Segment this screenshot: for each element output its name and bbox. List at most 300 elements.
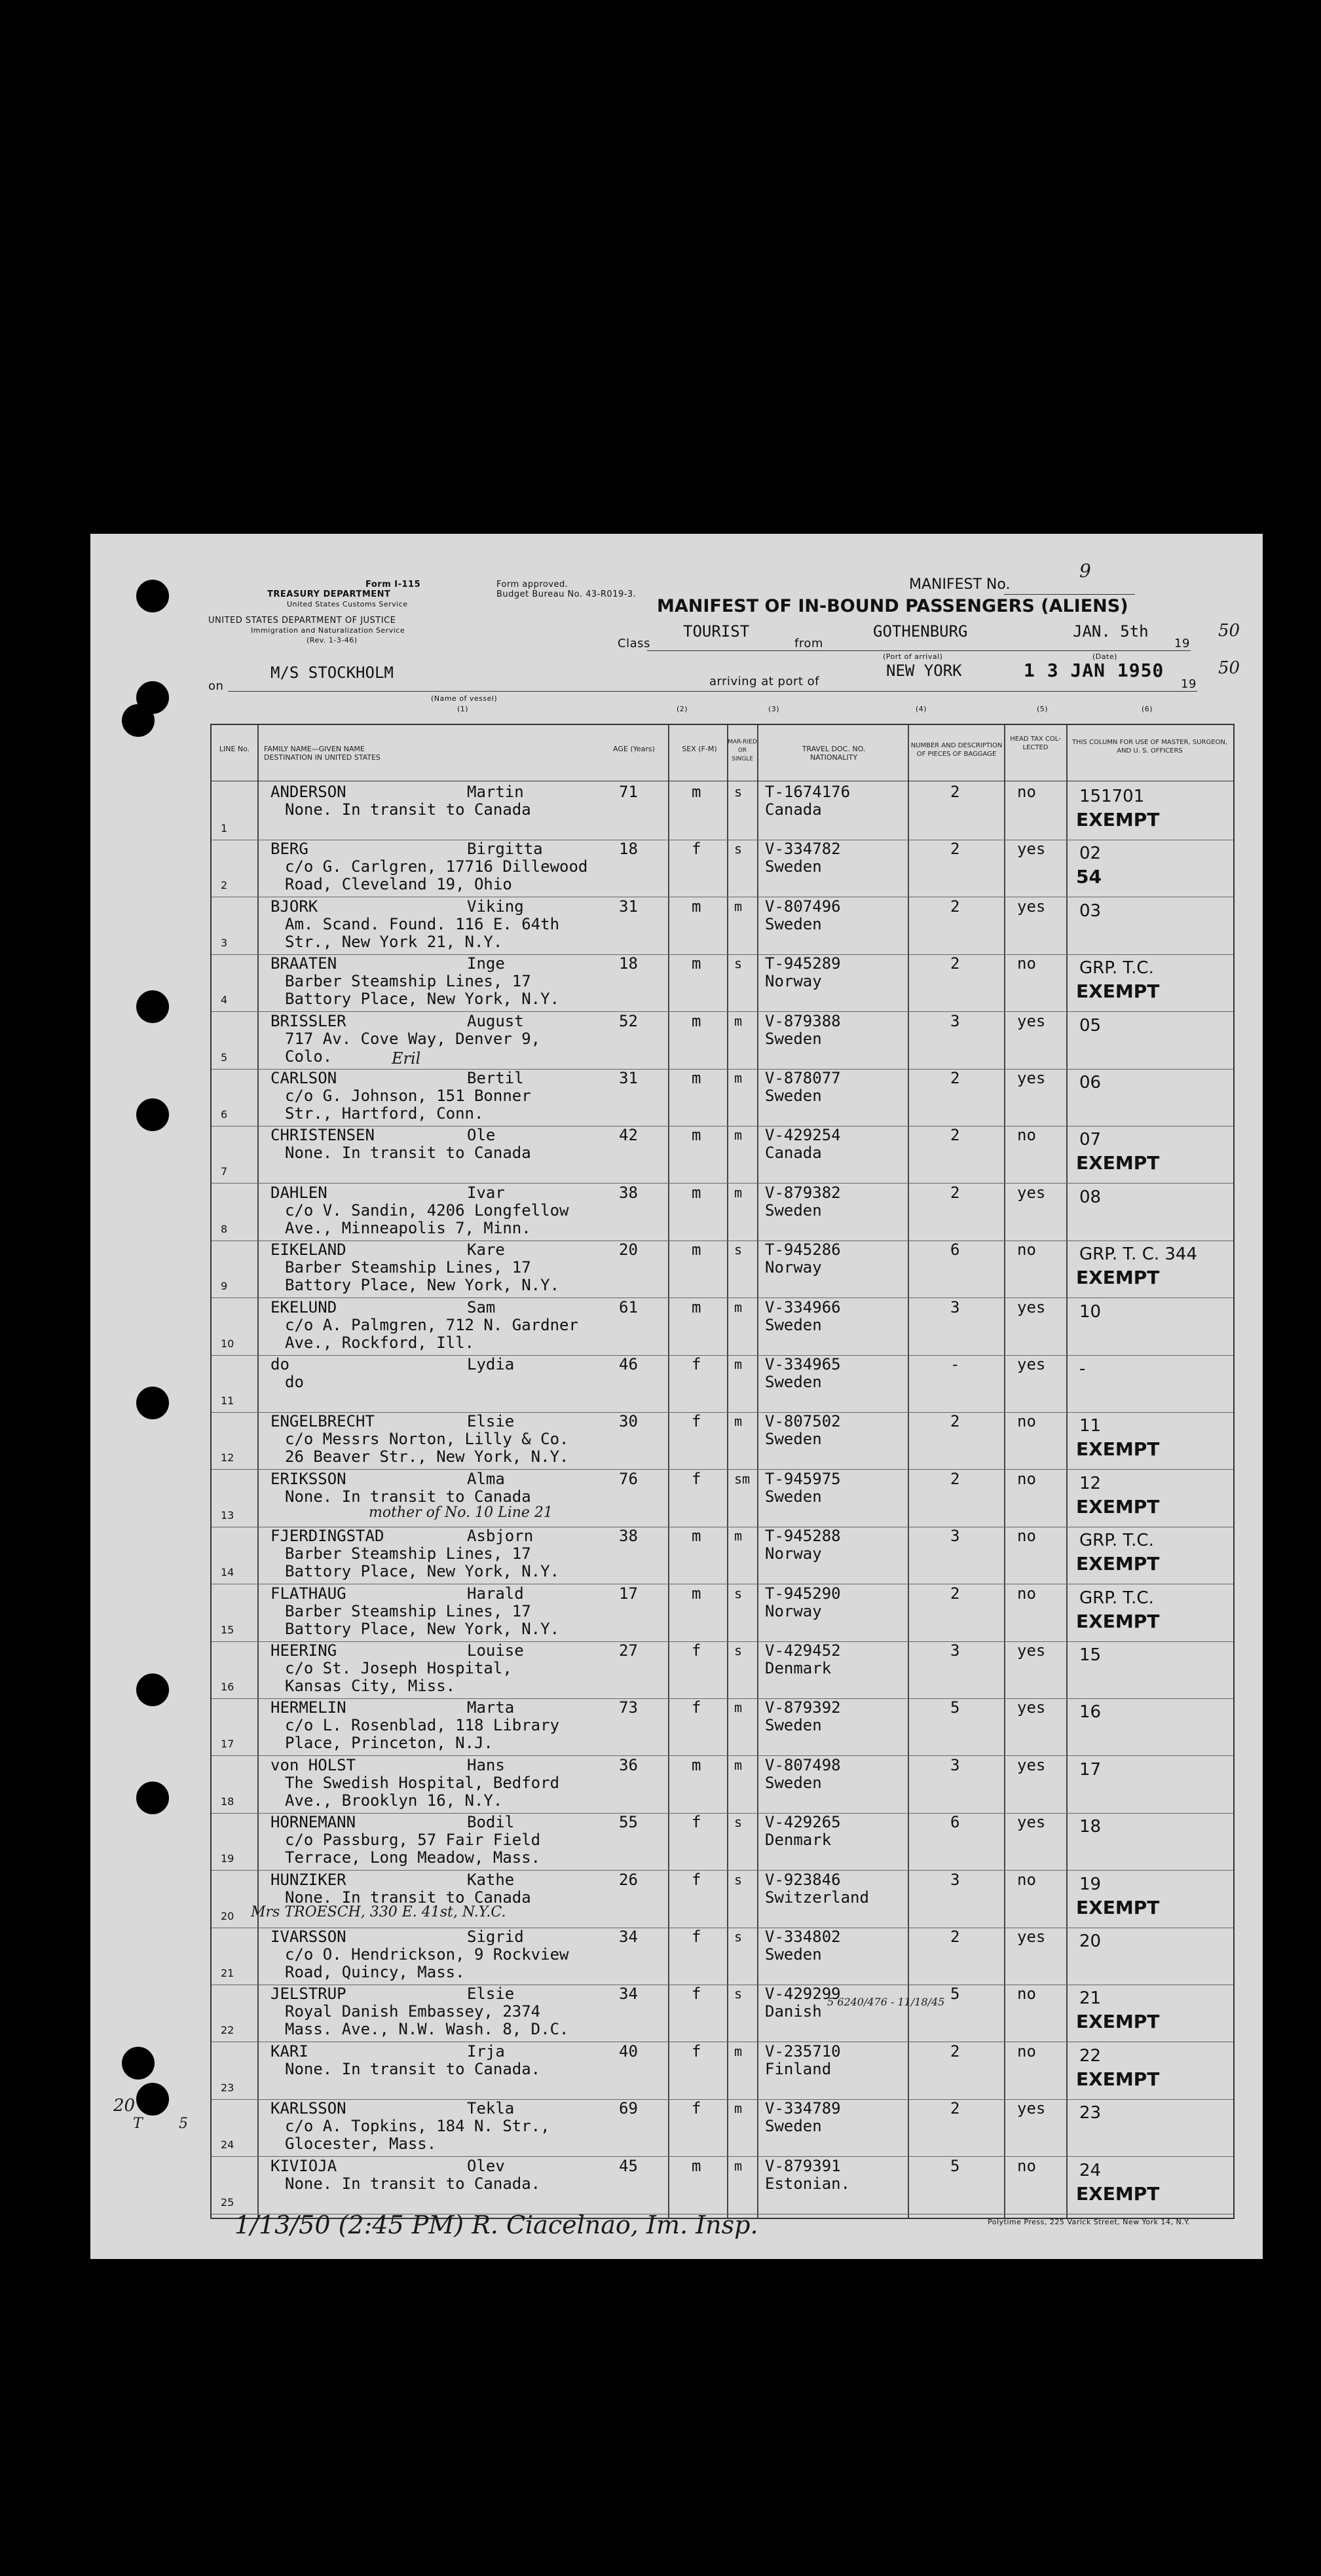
marital-status: m (734, 1413, 743, 1430)
officer-code: 10 (1079, 1301, 1102, 1322)
marital-status: sm (734, 1470, 751, 1487)
sex: f (692, 1355, 701, 1373)
destination-line-1: Barber Steamship Lines, 17 (285, 1601, 531, 1620)
table-row (212, 2157, 1233, 2214)
sex: m (692, 1011, 701, 1030)
nationality: Denmark (765, 1831, 832, 1850)
header-married: MAR-RIED OR SINGLE (728, 739, 757, 762)
officer-note: EXEMPT (1076, 2182, 1160, 2205)
sex: m (692, 1755, 701, 1774)
marital-status: m (734, 2100, 743, 2117)
marital-status: m (734, 1700, 743, 1716)
baggage-count: 2 (950, 783, 960, 801)
age: 34 (619, 1928, 638, 1946)
marital-status: s (734, 784, 743, 800)
destination-line-1: None. In transit to Canada (285, 800, 531, 819)
destination-line-2: Battory Place, New York, N.Y. (285, 1619, 560, 1638)
punch-hole (136, 1782, 169, 1814)
nationality: Norway (765, 1258, 822, 1277)
inspector-signature: 1/13/50 (2:45 PM) R. Ciacelnao, Im. Insp. (234, 2211, 758, 2239)
nationality: Sweden (765, 1773, 822, 1792)
family-name: DAHLEN (270, 1183, 327, 1202)
col-num-2: (2) (677, 705, 688, 713)
head-tax: no (1017, 1870, 1036, 1889)
line-number: 2 (221, 879, 228, 892)
class-value: TOURIST (683, 622, 750, 641)
line-number: 17 (221, 1738, 234, 1751)
baggage-count: 2 (950, 840, 960, 859)
head-tax: no (1017, 1469, 1036, 1488)
col-num-5: (5) (1037, 705, 1049, 713)
arrival-date-stamp: 1 3 JAN 1950 (1024, 660, 1164, 681)
baggage-count: 3 (950, 1641, 960, 1660)
age: 36 (619, 1755, 638, 1774)
line-number: 6 (221, 1108, 228, 1121)
age: 69 (619, 2099, 638, 2118)
sex: m (692, 2156, 701, 2175)
family-name: CHRISTENSEN (270, 1126, 375, 1145)
ins-service: Immigration and Naturalization Service (251, 626, 405, 635)
table-row (212, 1298, 1233, 1356)
col-num-6: (6) (1142, 705, 1153, 713)
sex: f (692, 1469, 701, 1488)
age: 71 (619, 783, 638, 801)
given-name: Kathe (467, 1870, 515, 1889)
age: 31 (619, 897, 638, 916)
destination-line-1: 717 Av. Cove Way, Denver 9, (285, 1029, 541, 1048)
head-tax: yes (1017, 1755, 1046, 1774)
travel-doc-number: V-334966 (765, 1297, 841, 1316)
head-tax: yes (1017, 1641, 1046, 1660)
marital-status: m (734, 1356, 743, 1372)
line-number: 21 (221, 1967, 234, 1979)
table-row (212, 1641, 1233, 1699)
officer-code: 15 (1079, 1645, 1102, 1665)
table-row (212, 897, 1233, 955)
baggage-count: 2 (950, 2099, 960, 2118)
officer-code: 22 (1079, 2045, 1102, 2066)
head-tax: yes (1017, 1698, 1046, 1717)
sex: f (692, 1870, 701, 1889)
family-name: ANDERSON (270, 783, 346, 801)
nationality: Sweden (765, 1315, 822, 1334)
family-name: BRAATEN (270, 954, 337, 973)
family-name: HERMELIN (270, 1698, 346, 1717)
header-head-tax: HEAD TAX COL-LECTED (1010, 736, 1061, 751)
marital-status: m (734, 1013, 743, 1029)
head-tax: no (1017, 1985, 1036, 2004)
officer-code: 24 (1079, 2160, 1102, 2180)
baggage-count: 2 (950, 954, 960, 973)
treasury-department: TREASURY DEPARTMENT (267, 589, 391, 599)
col-num-4: (4) (916, 705, 927, 713)
age: 46 (619, 1355, 638, 1373)
table-row (212, 1412, 1233, 1470)
punch-hole (136, 1387, 169, 1419)
sex: f (692, 840, 701, 859)
given-name: Bodil (467, 1813, 515, 1832)
sex: m (692, 1183, 701, 1202)
family-name: BJORK (270, 897, 318, 916)
year-prefix: 19 (1174, 637, 1190, 650)
baggage-count: 3 (950, 1297, 960, 1316)
given-name: Bertil (467, 1069, 524, 1087)
header-name: FAMILY NAME—GIVEN NAME DESTINATION IN UNITED STATES (264, 745, 381, 762)
line-number: 23 (221, 2081, 234, 2094)
travel-doc-number: T-945975 (765, 1469, 841, 1488)
destination-line-1: c/o A. Palmgren, 712 N. Gardner (285, 1315, 578, 1334)
age: 27 (619, 1641, 638, 1660)
destination-line-2: Battory Place, New York, N.Y. (285, 990, 560, 1009)
vessel-caption: (Name of vessel) (431, 694, 498, 703)
punch-hole (136, 2083, 169, 2116)
handwriting-carlson: Eril (392, 1049, 421, 1068)
officer-code: 23 (1079, 2103, 1102, 2123)
officer-note: EXEMPT (1076, 1438, 1160, 1461)
sex: f (692, 1698, 701, 1717)
nationality: Sweden (765, 1487, 822, 1506)
baggage-count: 2 (950, 1126, 960, 1145)
given-name: Alma (467, 1469, 505, 1488)
officer-note: EXEMPT (1076, 980, 1160, 1003)
officer-code: 151701 (1079, 787, 1145, 806)
nationality: Norway (765, 1601, 822, 1620)
officer-code: 21 (1079, 1988, 1102, 2009)
baggage-count: 3 (950, 1527, 960, 1546)
line-number: 24 (221, 2138, 234, 2152)
year-prefix: 19 (1181, 677, 1197, 691)
destination-line-2: Battory Place, New York, N.Y. (285, 1562, 560, 1581)
officer-note: EXEMPT (1076, 2068, 1160, 2090)
destination-line-2: Colo. (285, 1047, 333, 1066)
line-number: 5 (221, 1051, 228, 1064)
head-tax: yes (1017, 897, 1046, 916)
officer-note: EXEMPT (1076, 1896, 1160, 1918)
head-tax: no (1017, 1241, 1036, 1260)
baggage-count: 3 (950, 1011, 960, 1030)
form-revision: (Rev. 1-3-46) (307, 636, 358, 644)
destination-line-1: c/o St. Joseph Hospital, (285, 1659, 512, 1677)
destination-line-1: Royal Danish Embassey, 2374 (285, 2002, 541, 2021)
sex: m (692, 1297, 701, 1316)
nationality: Norway (765, 1544, 822, 1563)
head-tax: no (1017, 783, 1036, 801)
handwriting-jelstrup: 5 6240/476 - 11/18/45 (827, 1996, 945, 2008)
age: 55 (619, 1813, 638, 1832)
head-tax: no (1017, 2042, 1036, 2061)
officer-note: EXEMPT (1076, 1495, 1160, 1518)
from-label: from (794, 637, 823, 650)
nationality: Sweden (765, 1430, 822, 1449)
head-tax: yes (1017, 1183, 1046, 1202)
header-line-no: LINE No. (219, 745, 250, 753)
destination-line-1: do (285, 1373, 304, 1391)
age: 61 (619, 1297, 638, 1316)
punch-hole (136, 990, 169, 1023)
travel-doc-number: V-807502 (765, 1412, 841, 1431)
head-tax: yes (1017, 1355, 1046, 1373)
head-tax: yes (1017, 1813, 1046, 1832)
nationality: Sweden (765, 1945, 822, 1964)
given-name: Harald (467, 1584, 524, 1603)
given-name: Marta (467, 1698, 515, 1717)
destination-line-1: Barber Steamship Lines, 17 (285, 972, 531, 991)
line-number: 13 (221, 1508, 234, 1521)
margin-note-20: 20 (113, 2096, 136, 2116)
family-name: ENGELBRECHT (270, 1412, 375, 1431)
given-name: Irja (467, 2042, 505, 2061)
family-name: HORNEMANN (270, 1813, 356, 1832)
arrival-year: 50 (1218, 658, 1240, 678)
baggage-count: 3 (950, 1755, 960, 1774)
age: 38 (619, 1527, 638, 1546)
head-tax: no (1017, 1412, 1036, 1431)
family-name: CARLSON (270, 1069, 337, 1087)
sex: m (692, 1584, 701, 1603)
table-row (212, 840, 1233, 897)
age: 45 (619, 2156, 638, 2175)
destination-line-1: c/o G. Johnson, 151 Bonner (285, 1087, 531, 1105)
margin-note-5: 5 (179, 2116, 188, 2132)
travel-doc-number: V-334965 (765, 1355, 841, 1373)
table-row (212, 1698, 1233, 1756)
family-name: FLATHAUG (270, 1584, 346, 1603)
given-name: Lydia (467, 1355, 515, 1373)
destination-line-1: c/o V. Sandin, 4206 Longfellow (285, 1201, 569, 1220)
destination-line-2: Ave., Rockford, Ill. (285, 1333, 474, 1352)
port-caption: (Port of arrival) (883, 652, 943, 661)
given-name: Asbjorn (467, 1527, 534, 1546)
travel-doc-number: V-334789 (765, 2099, 841, 2118)
line-number: 3 (221, 936, 228, 949)
travel-doc-number: T-945289 (765, 954, 841, 973)
line-number: 10 (221, 1337, 234, 1350)
punch-hole (122, 2047, 155, 2080)
given-name: Martin (467, 783, 524, 801)
age: 26 (619, 1870, 638, 1889)
destination-line-2: Road, Cleveland 19, Ohio (285, 875, 512, 894)
table-row (212, 1584, 1233, 1642)
table-row (212, 1985, 1233, 2042)
age: 42 (619, 1126, 638, 1145)
travel-doc-number: V-879392 (765, 1698, 841, 1717)
travel-doc-number: V-879382 (765, 1183, 841, 1202)
marital-status: m (734, 2157, 743, 2174)
date-caption: (Date) (1092, 652, 1117, 661)
baggage-count: 5 (950, 2156, 960, 2175)
handwriting-eriksson: mother of No. 10 Line 21 (369, 1504, 553, 1521)
punch-hole (122, 704, 155, 737)
travel-doc-number: V-429265 (765, 1813, 841, 1832)
family-name: HUNZIKER (270, 1870, 346, 1889)
destination-line-1: None. In transit to Canada. (285, 2059, 541, 2078)
arriving-label: arriving at port of (709, 675, 820, 688)
table-row (212, 1012, 1233, 1070)
form-approved: Form approved. (496, 580, 568, 589)
age: 40 (619, 2042, 638, 2061)
officer-code: 17 (1079, 1759, 1102, 1780)
family-name: ERIKSSON (270, 1469, 346, 1488)
destination-line-1: Barber Steamship Lines, 17 (285, 1544, 531, 1563)
line-number: 7 (221, 1165, 228, 1178)
family-name: KIVIOJA (270, 2156, 337, 2175)
table-row (212, 1527, 1233, 1584)
officer-code: 20 (1079, 1932, 1102, 1951)
marital-status: m (734, 1299, 743, 1315)
officer-code: 12 (1079, 1473, 1102, 1493)
sex: m (692, 1069, 701, 1087)
marital-status: s (734, 1643, 743, 1658)
margin-note-t: T (133, 2116, 143, 2132)
budget-bureau: Budget Bureau No. 43-R019-3. (496, 589, 637, 599)
destination-line-1: Barber Steamship Lines, 17 (285, 1258, 531, 1277)
sex: m (692, 954, 701, 973)
officer-note: EXEMPT (1076, 2011, 1160, 2033)
destination-line-2: Str., Hartford, Conn. (285, 1104, 484, 1123)
line-number: 18 (221, 1795, 234, 1808)
line-number: 14 (221, 1566, 234, 1579)
destination-line-2: 26 Beaver Str., New York, N.Y. (285, 1447, 569, 1466)
marital-status: m (734, 2043, 743, 2059)
table-row (212, 783, 1233, 840)
destination-line-1: c/o O. Hendrickson, 9 Rockview (285, 1945, 569, 1964)
travel-doc-number: T-945288 (765, 1527, 841, 1546)
age: 34 (619, 1985, 638, 2004)
nationality: Sweden (765, 2117, 822, 2136)
baggage-count: 5 (950, 1698, 960, 1717)
table-row (212, 2042, 1233, 2100)
travel-doc-number: T-945286 (765, 1241, 841, 1260)
departure-date: JAN. 5th (1073, 622, 1149, 641)
given-name: Birgitta (467, 840, 543, 859)
marital-status: s (734, 1585, 743, 1601)
officer-note: EXEMPT (1076, 1152, 1160, 1174)
baggage-count: 2 (950, 2042, 960, 2061)
family-name: IVARSSON (270, 1928, 346, 1946)
officer-code: 16 (1079, 1702, 1102, 1723)
marital-status: m (734, 1127, 743, 1144)
family-name: do (270, 1355, 289, 1373)
nationality: Sweden (765, 1029, 822, 1048)
line-number: 9 (221, 1280, 228, 1293)
line-number: 1 (221, 822, 228, 834)
family-name: EKELUND (270, 1297, 337, 1316)
baggage-count: 6 (950, 1813, 960, 1832)
destination-line-1: c/o Messrs Norton, Lilly & Co. (285, 1430, 569, 1449)
given-name: Ole (467, 1126, 496, 1145)
destination-line-2: Ave., Minneapolis 7, Minn. (285, 1218, 531, 1237)
family-name: JELSTRUP (270, 1985, 346, 2004)
destination-line-1: The Swedish Hospital, Bedford (285, 1773, 560, 1792)
officer-code: 06 (1079, 1073, 1102, 1092)
sex: m (692, 1527, 701, 1546)
punch-hole (136, 580, 169, 612)
marital-status: m (734, 1184, 743, 1201)
given-name: Sam (467, 1297, 496, 1316)
officer-code: GRP. T.C. (1079, 1531, 1154, 1551)
destination-line-1: None. In transit to Canada (285, 1487, 531, 1506)
nationality: Estonian. (765, 2174, 851, 2193)
nationality: Switzerland (765, 1888, 869, 1907)
given-name: Sigrid (467, 1928, 524, 1946)
nationality: Sweden (765, 914, 822, 933)
given-name: Ivar (467, 1183, 505, 1202)
line-number: 22 (221, 2024, 234, 2037)
travel-doc-number: V-878077 (765, 1069, 841, 1087)
given-name: Louise (467, 1641, 524, 1660)
sex: f (692, 1985, 701, 2004)
travel-doc-number: V-807496 (765, 897, 841, 916)
line-number: 8 (221, 1222, 228, 1235)
age: 38 (619, 1183, 638, 1202)
nationality: Danish (765, 2002, 822, 2021)
destination-line-2: Kansas City, Miss. (285, 1677, 456, 1695)
age: 52 (619, 1011, 638, 1030)
officer-code: GRP. T.C. (1079, 1588, 1154, 1608)
sex: m (692, 1126, 701, 1145)
family-name: KARLSSON (270, 2099, 346, 2118)
sex: m (692, 1241, 701, 1260)
travel-doc-number: V-879391 (765, 2156, 841, 2175)
age: 30 (619, 1412, 638, 1431)
age: 73 (619, 1698, 638, 1717)
destination-line-2: Battory Place, New York, N.Y. (285, 1276, 560, 1295)
family-name: FJERDINGSTAD (270, 1527, 384, 1546)
nationality: Sweden (765, 1716, 822, 1735)
form-number: Form I-115 (365, 580, 421, 589)
sex: m (692, 897, 701, 916)
vessel-name: M/S STOCKHOLM (270, 663, 394, 682)
printer-imprint: Polytime Press, 225 Varick Street, New York 14, N.Y. (988, 2218, 1191, 2226)
header-officers: THIS COLUMN FOR USE OF MASTER, SURGEON, AND U. S. OFFICERS (1071, 739, 1228, 755)
marital-status: s (734, 1814, 743, 1831)
family-name: BERG (270, 840, 308, 859)
head-tax: yes (1017, 2099, 1046, 2118)
destination-line-1: c/o A. Topkins, 184 N. Str., (285, 2117, 550, 2136)
given-name: Hans (467, 1755, 505, 1774)
age: 76 (619, 1469, 638, 1488)
nationality: Sweden (765, 1087, 822, 1105)
travel-doc-number: T-945290 (765, 1584, 841, 1603)
baggage-count: 2 (950, 1183, 960, 1202)
given-name: Olev (467, 2156, 505, 2175)
officer-code: GRP. T. C. 344 (1079, 1244, 1198, 1265)
head-tax: no (1017, 1527, 1036, 1546)
line-number: 11 (221, 1394, 234, 1407)
destination-line-2: Terrace, Long Meadow, Mass. (285, 1848, 541, 1867)
header-age: AGE (Years) (613, 745, 655, 753)
table-row (212, 1241, 1233, 1298)
baggage-count: 6 (950, 1241, 960, 1260)
head-tax: yes (1017, 1928, 1046, 1946)
officer-note: EXEMPT (1076, 1267, 1160, 1289)
col-num-3: (3) (768, 705, 780, 713)
head-tax: yes (1017, 1297, 1046, 1316)
baggage-count: 2 (950, 1928, 960, 1946)
officer-code: 11 (1079, 1416, 1102, 1436)
marital-status: s (734, 841, 743, 857)
family-name: von HOLST (270, 1755, 356, 1774)
given-name: Viking (467, 897, 524, 916)
nationality: Denmark (765, 1659, 832, 1677)
officer-code: 08 (1079, 1187, 1102, 1207)
nationality: Sweden (765, 1373, 822, 1391)
destination-line-1: c/o G. Carlgren, 17716 Dillewood (285, 857, 588, 876)
col-num-1: (1) (457, 705, 469, 713)
officer-code: 05 (1079, 1015, 1102, 1036)
line-number: 20 (221, 1909, 234, 1922)
officer-code: 18 (1079, 1817, 1102, 1837)
